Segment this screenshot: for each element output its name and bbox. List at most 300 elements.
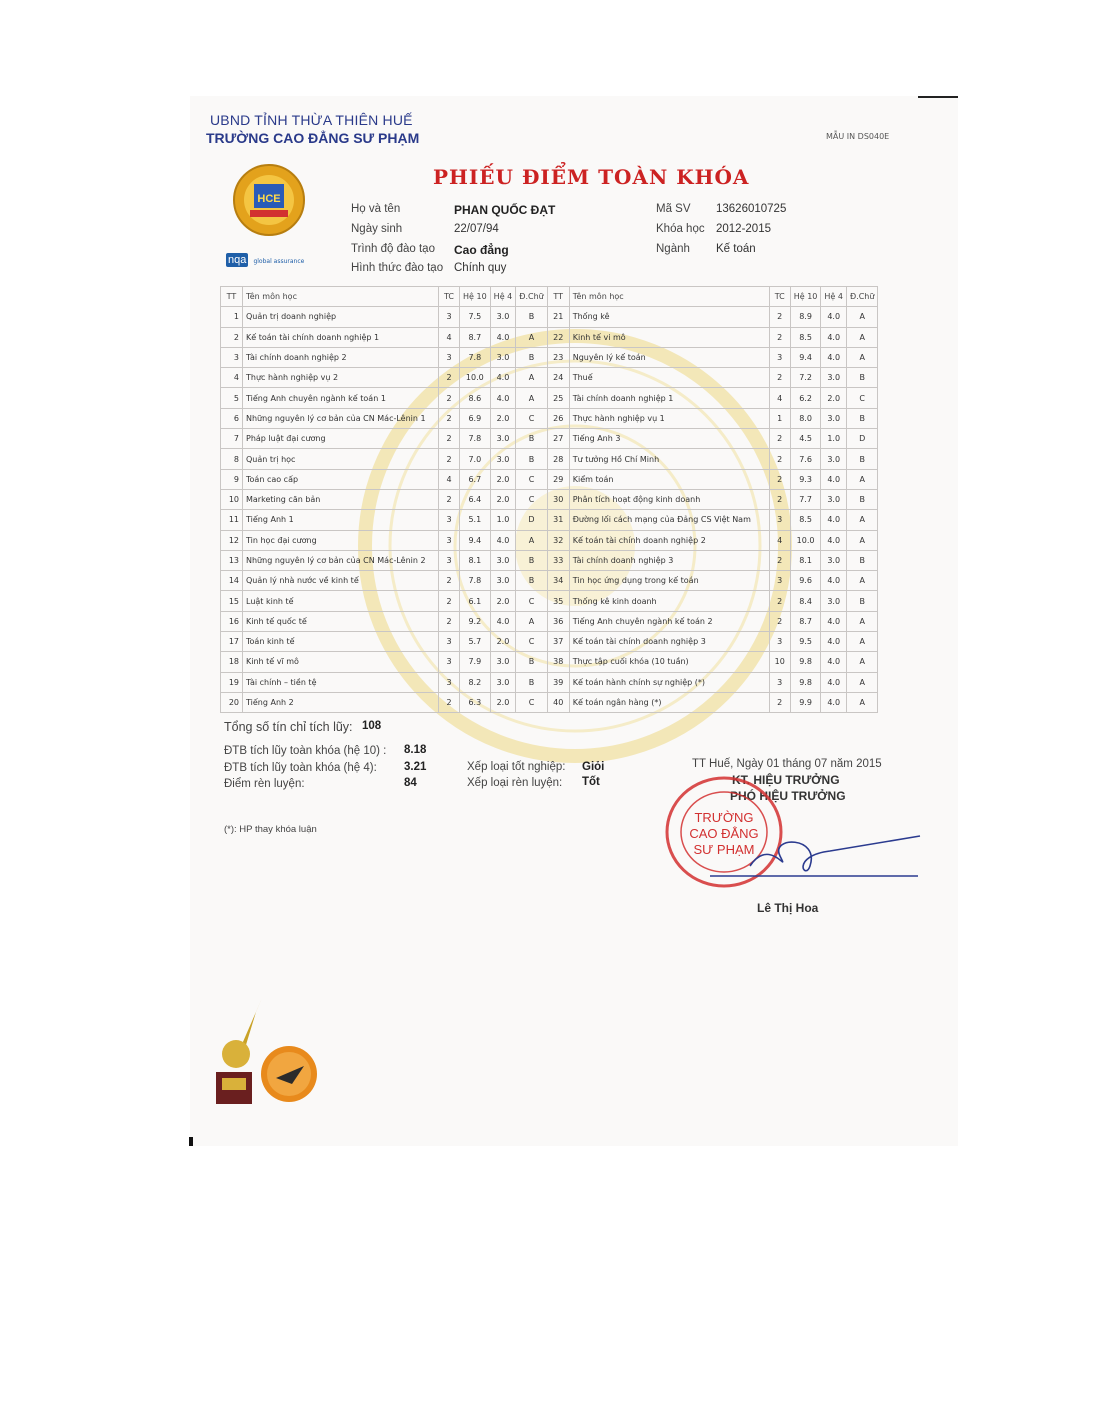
- table-cell: 8.0: [790, 408, 821, 428]
- table-cell: 2.0: [490, 632, 516, 652]
- col-header: TC: [769, 287, 790, 307]
- table-cell: 10.0: [460, 368, 491, 388]
- table-cell: A: [846, 469, 877, 489]
- table-cell: Tin học ứng dụng trong kế toán: [569, 571, 769, 591]
- table-cell: 2.0: [490, 591, 516, 611]
- table-cell: 3: [439, 307, 460, 327]
- table-cell: 1: [221, 307, 243, 327]
- table-cell: A: [516, 388, 547, 408]
- table-cell: 4: [769, 388, 790, 408]
- table-cell: 3.0: [490, 652, 516, 672]
- table-cell: 3: [439, 672, 460, 692]
- cert-logo-sub: global assurance: [253, 258, 305, 265]
- table-cell: 3: [769, 510, 790, 530]
- table-cell: 8.9: [790, 307, 821, 327]
- table-cell: Marketing căn bản: [243, 489, 439, 509]
- table-cell: Tin học đại cương: [243, 530, 439, 550]
- table-cell: 2.0: [490, 469, 516, 489]
- table-cell: 9.8: [790, 652, 821, 672]
- table-cell: 2: [769, 489, 790, 509]
- table-cell: 3: [439, 510, 460, 530]
- table-cell: 3.0: [490, 307, 516, 327]
- col-header: Hệ 4: [821, 287, 847, 307]
- table-cell: B: [516, 652, 547, 672]
- col-header: Tên môn học: [243, 287, 439, 307]
- table-cell: Những nguyên lý cơ bản của CN Mác-Lênin 1: [243, 408, 439, 428]
- table-cell: Tiếng Anh 1: [243, 510, 439, 530]
- table-cell: 3: [439, 550, 460, 570]
- table-cell: 3.0: [821, 489, 847, 509]
- table-row: [221, 429, 878, 449]
- table-cell: 14: [221, 571, 243, 591]
- table-cell: C: [516, 408, 547, 428]
- table-cell: 3: [769, 632, 790, 652]
- table-cell: 2: [221, 327, 243, 347]
- table-cell: 5.7: [460, 632, 491, 652]
- table-cell: 13: [221, 550, 243, 570]
- table-cell: 3.0: [490, 429, 516, 449]
- gpa4-label: ĐTB tích lũy toàn khóa (hệ 4):: [224, 762, 377, 774]
- table-cell: 4.0: [821, 307, 847, 327]
- table-cell: B: [516, 550, 547, 570]
- table-cell: 2: [439, 449, 460, 469]
- table-cell: Đường lối cách mạng của Đảng CS Việt Nam: [569, 510, 769, 530]
- table-cell: 15: [221, 591, 243, 611]
- logo-text: HCE: [257, 193, 281, 205]
- table-cell: 26: [547, 408, 569, 428]
- cert-logo: [226, 248, 304, 267]
- table-cell: Kế toán tài chính doanh nghiệp 3: [569, 632, 769, 652]
- table-cell: 9.9: [790, 692, 821, 712]
- table-cell: 4.0: [821, 611, 847, 631]
- table-cell: Kinh tế quốc tế: [243, 611, 439, 631]
- table-header-row: [221, 287, 878, 307]
- table-cell: 2.0: [490, 408, 516, 428]
- footnote: (*): HP thay khóa luận: [224, 824, 317, 835]
- table-cell: 22: [547, 327, 569, 347]
- table-cell: Pháp luật đại cương: [243, 429, 439, 449]
- table-cell: Thực hành nghiệp vụ 2: [243, 368, 439, 388]
- table-cell: 1.0: [821, 429, 847, 449]
- table-cell: 32: [547, 530, 569, 550]
- table-cell: 9.2: [460, 611, 491, 631]
- table-cell: 2: [769, 469, 790, 489]
- table-cell: 33: [547, 550, 569, 570]
- table-row: [221, 510, 878, 530]
- table-cell: B: [846, 550, 877, 570]
- province-header: UBND TỈNH THỪA THIÊN HUẾ: [210, 112, 413, 128]
- table-cell: 9.6: [790, 571, 821, 591]
- table-cell: C: [516, 692, 547, 712]
- table-cell: Tiếng Anh chuyên ngành kế toán 2: [569, 611, 769, 631]
- table-cell: 10: [221, 489, 243, 509]
- col-header: Đ.Chữ: [516, 287, 547, 307]
- sign-role-2: PHÓ HIỆU TRƯỞNG: [730, 789, 846, 803]
- table-cell: 8.2: [460, 672, 491, 692]
- table-cell: 3.0: [490, 347, 516, 367]
- table-cell: 27: [547, 429, 569, 449]
- table-cell: 8.4: [790, 591, 821, 611]
- table-cell: A: [846, 611, 877, 631]
- table-cell: Tiếng Anh chuyên ngành kế toán 1: [243, 388, 439, 408]
- table-cell: 2: [439, 692, 460, 712]
- table-cell: Tiếng Anh 3: [569, 429, 769, 449]
- table-cell: 2: [769, 429, 790, 449]
- col-header: Đ.Chữ: [846, 287, 877, 307]
- table-cell: 3.0: [821, 591, 847, 611]
- table-cell: 3.0: [821, 550, 847, 570]
- table-cell: 8.5: [790, 510, 821, 530]
- table-cell: A: [846, 692, 877, 712]
- table-cell: Phân tích hoạt động kinh doanh: [569, 489, 769, 509]
- table-cell: 2: [439, 571, 460, 591]
- table-row: [221, 469, 878, 489]
- cohort-label: Khóa học: [656, 223, 705, 235]
- table-cell: 4.0: [821, 510, 847, 530]
- table-cell: 3.0: [490, 449, 516, 469]
- table-cell: Những nguyên lý cơ bản của CN Mác-Lênin 2: [243, 550, 439, 570]
- col-header: Tên môn học: [569, 287, 769, 307]
- table-row: [221, 571, 878, 591]
- table-cell: 1: [769, 408, 790, 428]
- table-cell: 7.7: [790, 489, 821, 509]
- table-cell: 4: [769, 530, 790, 550]
- table-cell: 7.2: [790, 368, 821, 388]
- table-cell: 4.0: [821, 469, 847, 489]
- table-cell: 8.5: [790, 327, 821, 347]
- table-cell: 7.8: [460, 429, 491, 449]
- table-cell: 29: [547, 469, 569, 489]
- table-cell: 11: [221, 510, 243, 530]
- id-label: Mã SV: [656, 203, 691, 215]
- table-cell: C: [516, 489, 547, 509]
- table-cell: Kế toán tài chính doanh nghiệp 2: [569, 530, 769, 550]
- table-row: [221, 550, 878, 570]
- transcript-sheet: [190, 96, 958, 1146]
- table-cell: B: [516, 672, 547, 692]
- table-cell: 6.9: [460, 408, 491, 428]
- table-cell: 4.0: [821, 632, 847, 652]
- name-label: Họ và tên: [351, 203, 401, 215]
- table-cell: B: [846, 489, 877, 509]
- table-cell: 6: [221, 408, 243, 428]
- student-dob: 22/07/94: [454, 223, 499, 235]
- table-cell: 2.0: [821, 388, 847, 408]
- table-cell: 9.5: [790, 632, 821, 652]
- table-cell: Kinh tế vĩ mô: [243, 652, 439, 672]
- col-header: TC: [439, 287, 460, 307]
- table-cell: 9.4: [790, 347, 821, 367]
- cert-logo-text: nqa: [228, 254, 247, 266]
- credits-value: 108: [362, 720, 382, 732]
- table-cell: 8.1: [790, 550, 821, 570]
- table-cell: 36: [547, 611, 569, 631]
- table-cell: Kế toán tài chính doanh nghiệp 1: [243, 327, 439, 347]
- table-cell: 39: [547, 672, 569, 692]
- table-cell: 4.0: [490, 611, 516, 631]
- table-cell: B: [516, 347, 547, 367]
- scan-edge-line: [918, 96, 958, 98]
- table-cell: A: [846, 510, 877, 530]
- table-cell: C: [516, 469, 547, 489]
- table-row: [221, 368, 878, 388]
- table-cell: 6.4: [460, 489, 491, 509]
- school-logo-icon: [232, 160, 306, 240]
- table-cell: 10.0: [790, 530, 821, 550]
- gpa4-value: 3.21: [404, 761, 427, 773]
- table-cell: 4.0: [821, 672, 847, 692]
- table-cell: 2: [439, 388, 460, 408]
- table-cell: 2.0: [490, 692, 516, 712]
- table-cell: A: [846, 632, 877, 652]
- mode-label: Hình thức đào tạo: [351, 262, 444, 274]
- table-cell: Kế toán ngân hàng (*): [569, 692, 769, 712]
- table-cell: 9: [221, 469, 243, 489]
- table-cell: Tiếng Anh 2: [243, 692, 439, 712]
- table-cell: A: [516, 530, 547, 550]
- table-cell: Kế toán hành chính sự nghiệp (*): [569, 672, 769, 692]
- table-row: [221, 672, 878, 692]
- table-cell: C: [516, 632, 547, 652]
- table-row: [221, 530, 878, 550]
- table-cell: A: [516, 368, 547, 388]
- table-cell: 12: [221, 530, 243, 550]
- table-cell: 37: [547, 632, 569, 652]
- table-cell: Toán cao cấp: [243, 469, 439, 489]
- table-cell: B: [846, 368, 877, 388]
- student-cohort: 2012-2015: [716, 223, 771, 235]
- table-cell: 3.0: [490, 550, 516, 570]
- table-cell: Nguyên lý kế toán: [569, 347, 769, 367]
- table-cell: 35: [547, 591, 569, 611]
- table-row: [221, 327, 878, 347]
- table-row: [221, 692, 878, 712]
- student-id: 13626010725: [716, 203, 787, 215]
- table-cell: 6.2: [790, 388, 821, 408]
- table-cell: 16: [221, 611, 243, 631]
- table-cell: Kinh tế vi mô: [569, 327, 769, 347]
- table-cell: A: [846, 672, 877, 692]
- table-cell: 4.0: [821, 652, 847, 672]
- table-cell: 4: [439, 469, 460, 489]
- student-level: Cao đẳng: [454, 243, 509, 257]
- table-cell: A: [516, 611, 547, 631]
- table-cell: 4.0: [490, 530, 516, 550]
- table-cell: Tư tưởng Hồ Chí Minh: [569, 449, 769, 469]
- table-cell: B: [846, 591, 877, 611]
- table-cell: A: [846, 307, 877, 327]
- conduct-label: Điểm rèn luyện:: [224, 778, 305, 790]
- table-cell: 20: [221, 692, 243, 712]
- table-cell: 3: [769, 571, 790, 591]
- table-cell: 23: [547, 347, 569, 367]
- table-cell: A: [846, 571, 877, 591]
- grad-label: Xếp loại tốt nghiệp:: [467, 761, 566, 773]
- table-cell: D: [516, 510, 547, 530]
- table-cell: 21: [547, 307, 569, 327]
- student-name: PHAN QUỐC ĐẠT: [454, 203, 556, 217]
- table-cell: 40: [547, 692, 569, 712]
- table-cell: 6.3: [460, 692, 491, 712]
- table-cell: 3: [221, 347, 243, 367]
- table-cell: 2: [769, 550, 790, 570]
- table-cell: 6.7: [460, 469, 491, 489]
- table-cell: 4: [221, 368, 243, 388]
- table-row: [221, 307, 878, 327]
- table-cell: 3.0: [821, 368, 847, 388]
- table-row: [221, 652, 878, 672]
- table-cell: 25: [547, 388, 569, 408]
- table-cell: 4.0: [821, 530, 847, 550]
- table-cell: Thuế: [569, 368, 769, 388]
- table-cell: 28: [547, 449, 569, 469]
- table-cell: B: [846, 408, 877, 428]
- table-cell: 8.7: [460, 327, 491, 347]
- table-cell: 7.0: [460, 449, 491, 469]
- level-label: Trình độ đào tạo: [351, 243, 435, 255]
- table-row: [221, 449, 878, 469]
- table-cell: Toán kinh tế: [243, 632, 439, 652]
- table-cell: 3: [439, 652, 460, 672]
- grades-body: [221, 307, 878, 713]
- col-header: TT: [547, 287, 569, 307]
- table-cell: 3: [769, 672, 790, 692]
- table-cell: 2: [769, 611, 790, 631]
- table-cell: 4: [439, 327, 460, 347]
- table-cell: 2: [769, 307, 790, 327]
- table-cell: Thống kê kinh doanh: [569, 591, 769, 611]
- table-cell: 3: [439, 530, 460, 550]
- table-cell: 2: [769, 368, 790, 388]
- signer-name: Lê Thị Hoa: [757, 901, 819, 915]
- gpa10-value: 8.18: [404, 744, 427, 756]
- table-cell: D: [846, 429, 877, 449]
- table-cell: B: [516, 571, 547, 591]
- student-major: Kế toán: [716, 243, 756, 255]
- table-cell: 2: [439, 489, 460, 509]
- table-cell: 24: [547, 368, 569, 388]
- table-cell: 19: [221, 672, 243, 692]
- table-cell: 4.0: [821, 327, 847, 347]
- table-cell: 7.8: [460, 347, 491, 367]
- table-cell: 5: [221, 388, 243, 408]
- table-cell: 4.0: [490, 368, 516, 388]
- table-cell: 5.1: [460, 510, 491, 530]
- table-cell: 7.8: [460, 571, 491, 591]
- table-cell: A: [846, 327, 877, 347]
- table-cell: 31: [547, 510, 569, 530]
- col-header: Hệ 10: [790, 287, 821, 307]
- table-cell: 30: [547, 489, 569, 509]
- stamp-line-3: SƯ PHẠM: [693, 842, 755, 857]
- table-cell: 3: [769, 347, 790, 367]
- form-code: MẪU IN DS040E: [826, 132, 890, 141]
- table-cell: Tài chính doanh nghiệp 2: [243, 347, 439, 367]
- table-cell: 4.0: [821, 571, 847, 591]
- table-cell: Tài chính – tiền tệ: [243, 672, 439, 692]
- table-row: [221, 388, 878, 408]
- conduct-class-label: Xếp loại rèn luyện:: [467, 777, 563, 789]
- table-cell: 7: [221, 429, 243, 449]
- major-label: Ngành: [656, 243, 690, 255]
- handwritten-signature: [710, 816, 930, 896]
- college-header: TRƯỜNG CAO ĐẲNG SƯ PHẠM: [206, 130, 420, 146]
- table-cell: 3.0: [490, 571, 516, 591]
- table-row: [221, 408, 878, 428]
- table-row: [221, 489, 878, 509]
- student-mode: Chính quy: [454, 262, 507, 274]
- table-cell: 3: [439, 347, 460, 367]
- table-cell: A: [516, 327, 547, 347]
- gpa10-label: ĐTB tích lũy toàn khóa (hệ 10) :: [224, 745, 387, 757]
- sign-role-1: KT. HIỆU TRƯỞNG: [732, 773, 840, 787]
- table-cell: Kiểm toán: [569, 469, 769, 489]
- table-cell: Quản lý nhà nước về kinh tế: [243, 571, 439, 591]
- table-cell: 2: [769, 591, 790, 611]
- table-cell: 10: [769, 652, 790, 672]
- table-cell: Quản trị doanh nghiệp: [243, 307, 439, 327]
- table-cell: B: [516, 449, 547, 469]
- table-cell: 2: [439, 408, 460, 428]
- table-row: [221, 347, 878, 367]
- table-cell: 2: [769, 327, 790, 347]
- credits-label: Tổng số tín chỉ tích lũy:: [224, 720, 353, 734]
- table-cell: 2: [769, 692, 790, 712]
- table-cell: Thực hành nghiệp vụ 1: [569, 408, 769, 428]
- table-cell: 3.0: [821, 449, 847, 469]
- stamp-line-1: TRƯỜNG: [694, 810, 754, 825]
- award-trophy-icon: [212, 998, 322, 1110]
- table-cell: 2: [439, 591, 460, 611]
- table-cell: 9.8: [790, 672, 821, 692]
- conduct-class-value: Tốt: [582, 776, 600, 788]
- table-cell: 2: [439, 611, 460, 631]
- table-cell: 8.7: [790, 611, 821, 631]
- table-cell: A: [846, 652, 877, 672]
- table-cell: 9.4: [460, 530, 491, 550]
- table-cell: 17: [221, 632, 243, 652]
- table-cell: Thống kê: [569, 307, 769, 327]
- table-cell: 8.6: [460, 388, 491, 408]
- table-cell: 6.1: [460, 591, 491, 611]
- table-cell: 34: [547, 571, 569, 591]
- table-cell: C: [516, 591, 547, 611]
- table-row: [221, 632, 878, 652]
- sign-date: TT Huế, Ngày 01 tháng 07 năm 2015: [692, 758, 882, 770]
- table-cell: A: [846, 530, 877, 550]
- table-cell: 7.9: [460, 652, 491, 672]
- table-cell: Thực tập cuối khóa (10 tuần): [569, 652, 769, 672]
- table-cell: 4.5: [790, 429, 821, 449]
- table-cell: 3.0: [821, 408, 847, 428]
- table-cell: Quản trị học: [243, 449, 439, 469]
- table-cell: 2: [439, 429, 460, 449]
- grad-value: Giỏi: [582, 761, 605, 773]
- table-cell: B: [846, 449, 877, 469]
- table-cell: 3.0: [490, 672, 516, 692]
- table-cell: Tài chính doanh nghiệp 3: [569, 550, 769, 570]
- table-cell: 7.6: [790, 449, 821, 469]
- table-cell: 8.1: [460, 550, 491, 570]
- page-title: PHIẾU ĐIỂM TOÀN KHÓA: [433, 165, 750, 189]
- table-cell: 1.0: [490, 510, 516, 530]
- table-cell: 2: [439, 368, 460, 388]
- col-header: Hệ 10: [460, 287, 491, 307]
- table-cell: 7.5: [460, 307, 491, 327]
- table-cell: B: [516, 307, 547, 327]
- table-cell: 4.0: [821, 347, 847, 367]
- table-cell: 2.0: [490, 489, 516, 509]
